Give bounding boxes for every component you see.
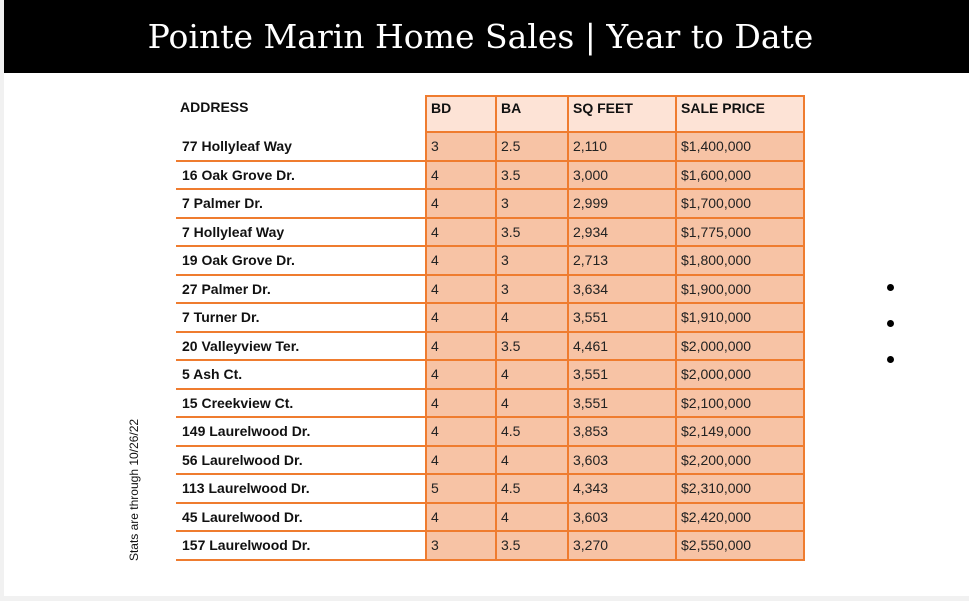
- address-cell: 157 Laurelwood Dr.: [176, 531, 426, 560]
- bathrooms-cell: 4: [496, 303, 568, 332]
- sq-feet-cell: 3,551: [568, 303, 676, 332]
- sale-price-cell: $2,420,000: [676, 503, 804, 532]
- table-row: [176, 303, 804, 332]
- address-cell: 7 Palmer Dr.: [176, 189, 426, 218]
- table-row: [176, 417, 804, 446]
- address-cell: 56 Laurelwood Dr.: [176, 446, 426, 475]
- title-banner: [4, 0, 969, 73]
- table-row: [176, 503, 804, 532]
- bathrooms-cell: 3.5: [496, 531, 568, 560]
- sale-price-cell: $1,400,000: [676, 132, 804, 161]
- sq-feet-cell: 2,713: [568, 246, 676, 275]
- address-cell: 7 Hollyleaf Way: [176, 218, 426, 247]
- address-cell: 16 Oak Grove Dr.: [176, 161, 426, 190]
- home-sales-table: [176, 95, 805, 561]
- address-cell: 5 Ash Ct.: [176, 360, 426, 389]
- bedrooms-cell: 4: [426, 446, 496, 475]
- bedrooms-cell: 4: [426, 303, 496, 332]
- address-cell: 7 Turner Dr.: [176, 303, 426, 332]
- bedrooms-cell: 5: [426, 474, 496, 503]
- table-row: [176, 161, 804, 190]
- sale-price-cell: $2,550,000: [676, 531, 804, 560]
- column-header-ba: BA: [496, 96, 568, 132]
- column-header-bd: BD: [426, 96, 496, 132]
- bathrooms-cell: 3: [496, 189, 568, 218]
- sale-price-cell: $2,000,000: [676, 360, 804, 389]
- sale-price-cell: $1,900,000: [676, 275, 804, 304]
- bedrooms-cell: 4: [426, 189, 496, 218]
- document-page: [4, 0, 969, 596]
- sq-feet-cell: 4,461: [568, 332, 676, 361]
- table-row: [176, 275, 804, 304]
- address-cell: 27 Palmer Dr.: [176, 275, 426, 304]
- bedrooms-cell: 3: [426, 531, 496, 560]
- address-cell: 113 Laurelwood Dr.: [176, 474, 426, 503]
- sale-price-cell: $1,910,000: [676, 303, 804, 332]
- bathrooms-cell: 3.5: [496, 161, 568, 190]
- sale-price-cell: $1,600,000: [676, 161, 804, 190]
- sq-feet-cell: 3,270: [568, 531, 676, 560]
- table-row: [176, 332, 804, 361]
- sq-feet-cell: 3,634: [568, 275, 676, 304]
- table-header-row: [176, 96, 804, 132]
- bathrooms-cell: 4: [496, 503, 568, 532]
- bathrooms-cell: 3.5: [496, 218, 568, 247]
- bullet-dot: [887, 320, 894, 327]
- address-cell: 19 Oak Grove Dr.: [176, 246, 426, 275]
- table-row: [176, 218, 804, 247]
- bathrooms-cell: 3.5: [496, 332, 568, 361]
- bathrooms-cell: 4: [496, 446, 568, 475]
- sale-price-cell: $2,200,000: [676, 446, 804, 475]
- address-cell: 20 Valleyview Ter.: [176, 332, 426, 361]
- table-row: [176, 360, 804, 389]
- bedrooms-cell: 4: [426, 360, 496, 389]
- column-header-sq-feet: SQ FEET: [568, 96, 676, 132]
- bathrooms-cell: 4.5: [496, 474, 568, 503]
- column-header-sale-price: SALE PRICE: [676, 96, 804, 132]
- sq-feet-cell: 3,603: [568, 446, 676, 475]
- bedrooms-cell: 4: [426, 332, 496, 361]
- bullet-dot: [887, 284, 894, 291]
- sale-price-cell: $1,775,000: [676, 218, 804, 247]
- sale-price-cell: $1,700,000: [676, 189, 804, 218]
- bedrooms-cell: 4: [426, 246, 496, 275]
- sq-feet-cell: 3,603: [568, 503, 676, 532]
- table-row: [176, 531, 804, 560]
- bullet-dots: [887, 284, 899, 392]
- bedrooms-cell: 4: [426, 275, 496, 304]
- bathrooms-cell: 3: [496, 275, 568, 304]
- sale-price-cell: $2,100,000: [676, 389, 804, 418]
- table-row: [176, 389, 804, 418]
- sq-feet-cell: 2,999: [568, 189, 676, 218]
- sale-price-cell: $2,000,000: [676, 332, 804, 361]
- address-cell: 15 Creekview Ct.: [176, 389, 426, 418]
- address-cell: 149 Laurelwood Dr.: [176, 417, 426, 446]
- sq-feet-cell: 2,110: [568, 132, 676, 161]
- sale-price-cell: $1,800,000: [676, 246, 804, 275]
- table-row: [176, 474, 804, 503]
- sq-feet-cell: 3,853: [568, 417, 676, 446]
- bedrooms-cell: 4: [426, 218, 496, 247]
- bedrooms-cell: 4: [426, 389, 496, 418]
- sale-price-cell: $2,149,000: [676, 417, 804, 446]
- bathrooms-cell: 4.5: [496, 417, 568, 446]
- table-row: [176, 246, 804, 275]
- bathrooms-cell: 4: [496, 360, 568, 389]
- bedrooms-cell: 3: [426, 132, 496, 161]
- bullet-dot: [887, 356, 894, 363]
- table-row: [176, 132, 804, 161]
- bedrooms-cell: 4: [426, 161, 496, 190]
- sq-feet-cell: 4,343: [568, 474, 676, 503]
- page-title: Pointe Marin Home Sales | Year to Date: [147, 17, 814, 56]
- table-row: [176, 446, 804, 475]
- address-cell: 77 Hollyleaf Way: [176, 132, 426, 161]
- table-row: [176, 189, 804, 218]
- sq-feet-cell: 2,934: [568, 218, 676, 247]
- sq-feet-cell: 3,551: [568, 389, 676, 418]
- bathrooms-cell: 4: [496, 389, 568, 418]
- bathrooms-cell: 2.5: [496, 132, 568, 161]
- stats-date-note: Stats are through 10/26/22: [127, 418, 141, 562]
- address-cell: 45 Laurelwood Dr.: [176, 503, 426, 532]
- sq-feet-cell: 3,000: [568, 161, 676, 190]
- bedrooms-cell: 4: [426, 417, 496, 446]
- sale-price-cell: $2,310,000: [676, 474, 804, 503]
- bathrooms-cell: 3: [496, 246, 568, 275]
- sq-feet-cell: 3,551: [568, 360, 676, 389]
- bedrooms-cell: 4: [426, 503, 496, 532]
- column-header-address: ADDRESS: [176, 96, 426, 132]
- table-body: [176, 132, 804, 560]
